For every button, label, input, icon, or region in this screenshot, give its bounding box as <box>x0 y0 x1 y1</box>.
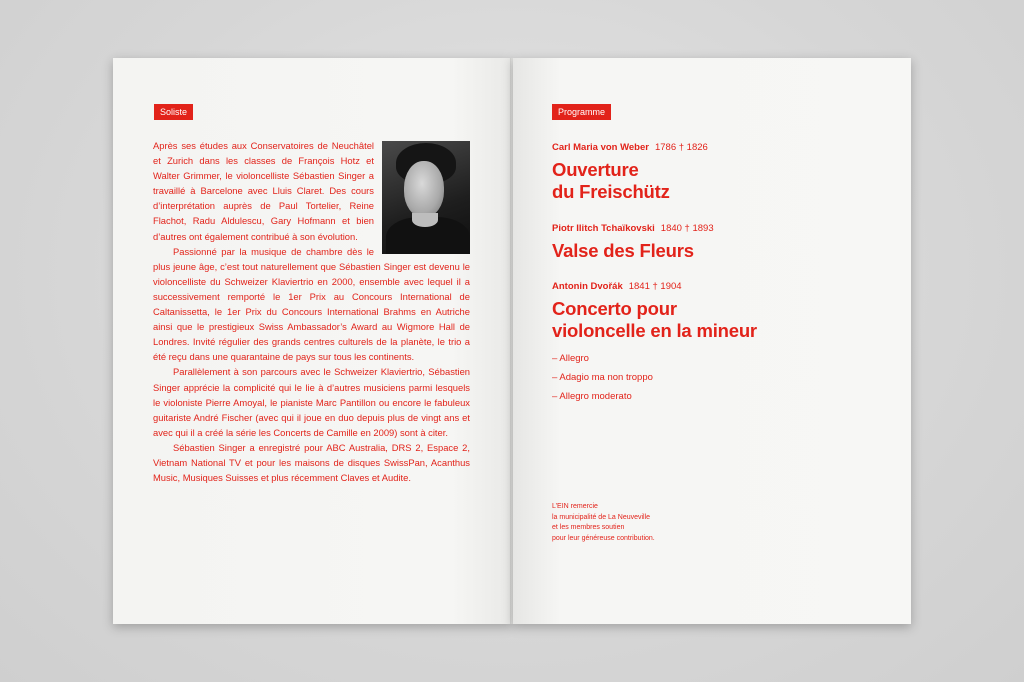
bio-paragraph: Sébastien Singer a enregistré pour ABC Australia, DRS 2, Espace 2, Vietnam National TV et pour les maisons de disques SwissPan, Acanthus Music, Musiques Suisses et plus récemment Claves et Audite. <box>153 441 470 484</box>
movement-item: – Allegro moderato <box>552 391 632 402</box>
work-title-line: violoncelle en la mineur <box>552 320 757 341</box>
section-label-programme: Programme <box>552 104 611 120</box>
work-title-line: Concerto pour <box>552 298 677 319</box>
movement-item: – Allegro <box>552 353 589 364</box>
composer-dates: 1840 † 1893 <box>660 223 714 234</box>
left-page <box>113 58 511 624</box>
acknowledgement-line: pour leur généreuse contribution. <box>552 534 655 542</box>
soloist-photo <box>382 141 470 254</box>
bio-paragraph: Passionné par la musique de chambre dès le plus jeune âge, c’est tout naturellement que Sébastien Singer est devenu le violoncelliste du Schweizer Klaviertrio en 2000, ensemble avec lequel il a successivement remporté le 1er Prix au Concours International de Caltanissetta, le 1er Prix du Concours International Brahms en Autriche ainsi que le prestigieux Swiss Ambassador’s Award au Wigmore Hall de Londres. Invité régulier des grands centres culturels de la planète, le trio a été reçu dans une quarantaine de pays sur tous les continents. <box>153 245 470 363</box>
work-title <box>552 159 670 203</box>
work-title-line: du Freischütz <box>552 181 670 202</box>
acknowledgement-line: la municipalité de La Neuveville <box>552 513 651 521</box>
movement-item: – Adagio ma non troppo <box>552 372 653 383</box>
work-title-line: Valse des Fleurs <box>552 240 694 261</box>
work-title-line: Ouverture <box>552 159 639 180</box>
composer-line <box>552 142 708 154</box>
biography-text <box>153 138 470 485</box>
work-title <box>552 240 694 262</box>
composer-line <box>552 223 714 235</box>
composer-name: Carl Maria von Weber <box>552 142 649 153</box>
work-title <box>552 298 757 342</box>
right-page <box>513 58 911 624</box>
bio-paragraph: Parallèlement à son parcours avec le Schweizer Klaviertrio, Sébastien Singer apprécie la complicité qui le lie à d’autres musiciens parmi lesquels le violoniste Pierre Amoyal, le pianiste Marc Pantillon ou encore le fabuleux guitariste André Fischer (avec qui il joue en duo depuis plus de vingt ans et avec qui il a créé la série les Concerts de Camille en 2009) sont à citer. <box>153 366 470 438</box>
bio-paragraph: Après ses études aux Conservatoires de Neuchâtel et Zurich dans les classes de François Hotz et Walter Grimmer, le violoncelliste Sébastien Singer a travaillé à Barcelone avec Lluis Claret. Des cours d’interprétation auprès de Paul Tortelier, Reine Flachot, Radu Aldulescu, Gary Hofmann et bien d’autres ont également contribué à son évolution. <box>153 140 374 242</box>
section-label-soliste: Soliste <box>154 104 193 120</box>
acknowledgement-line: et les membres soutien <box>552 524 625 531</box>
acknowledgement-line: L’EIN remercie <box>552 503 598 510</box>
acknowledgement-text <box>552 502 655 544</box>
composer-line <box>552 281 682 293</box>
composer-name: Piotr Ilitch Tchaïkovski <box>552 223 655 234</box>
composer-dates: 1786 † 1826 <box>654 142 708 153</box>
composer-dates: 1841 † 1904 <box>628 281 682 292</box>
composer-name: Antonin Dvořák <box>552 281 623 292</box>
